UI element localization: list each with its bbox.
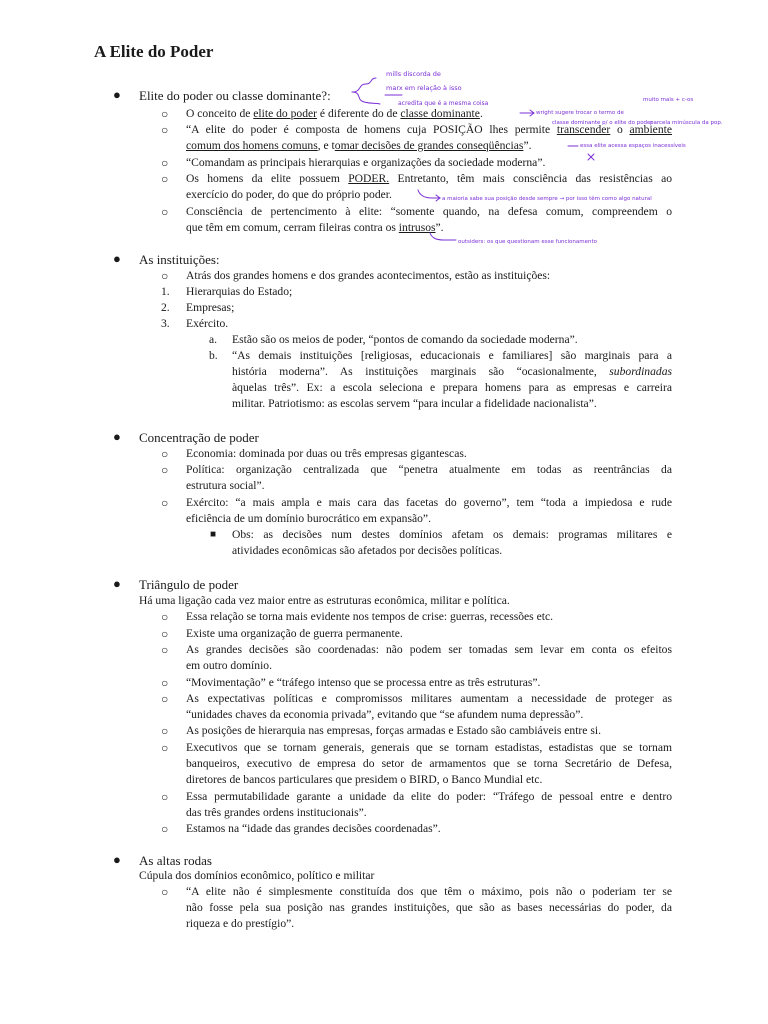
list-item: “Movimentação” e “tráfego intenso que se processa entre as três estruturas”. — [186, 676, 541, 689]
bullet-circle: ○ — [161, 790, 169, 804]
list-item: As grandes decisões são coordenadas: não podem ser tomadas sem levar em conta os efeitos — [186, 643, 672, 656]
bullet-disc: ● — [113, 251, 121, 266]
bullet-square: ■ — [210, 529, 217, 540]
annotation-note: a maioria sabe sua posição desde sempre → por isso têm como algo natural — [442, 196, 652, 202]
bullet-circle: ○ — [161, 123, 169, 137]
list-item: Consciência de pertencimento à elite: “somente quando, na defesa comum, compreendem o — [186, 205, 672, 218]
bullet-circle: ○ — [161, 205, 169, 219]
list-item: “A elite do poder é composta de homens cuja POSIÇÃO lhes permite transcender o ambiente — [186, 123, 672, 136]
annotation-note: marx em relação à isso — [386, 84, 462, 92]
list-item: As posições de hierarquia nas empresas, forças armadas e Estado são cambiáveis entre si. — [186, 724, 601, 737]
list-item: “A elite não é simplesmente constituída dos que têm o máximo, pois não o poderiam ter se — [186, 885, 672, 898]
bullet-circle: ○ — [161, 610, 169, 624]
page-title: A Elite do Poder — [94, 42, 214, 61]
list-item-cont: comum dos homens comuns, e tomar decisões de grandes conseqüências”. — [186, 139, 532, 152]
bullet-circle: ○ — [161, 107, 169, 121]
annotation-note: essa elite acessa espaços inacessíveis — [580, 143, 686, 149]
list-item-cont: militar. Patriotismo: as escolas servem “para incular a fidelidade nacionalista”. — [232, 397, 597, 410]
list-number: 2. — [161, 301, 170, 314]
annotation-arrow — [418, 190, 440, 198]
bullet-circle: ○ — [161, 447, 169, 461]
bullet-circle: ○ — [161, 463, 169, 477]
bullet-circle: ○ — [161, 741, 169, 755]
bullet-circle: ○ — [161, 643, 169, 657]
list-item-cont: diretores de bancos particulares que presidem o BIRD, o Banco Mundial etc. — [186, 773, 543, 786]
list-item-cont: estrutura social”. — [186, 479, 265, 492]
bullet-disc: ● — [113, 429, 121, 444]
annotation-note: muito mais + c-os — [643, 97, 694, 103]
list-letter: a. — [209, 333, 218, 346]
bullet-circle: ○ — [161, 822, 169, 836]
list-item-cont: em outro domínio. — [186, 659, 272, 672]
annotation-note: parcela minúscula da pop. — [650, 120, 723, 126]
list-item: “As demais instituições [religiosas, educacionais e familiares] são marginais para a — [232, 349, 672, 362]
list-item: O conceito de elite do poder é diferente do de classe dominante. — [186, 107, 483, 120]
section-heading-concentracao: Concentração de poder — [139, 430, 259, 445]
annotation-note: outsiders: os que questionam esse funcionamento — [458, 239, 598, 245]
bullet-circle: ○ — [161, 676, 169, 690]
list-item: Exército. — [186, 317, 229, 330]
annotation-note: wright sugere trocar o termo de — [536, 110, 624, 116]
list-item-cont: banqueiros, executivo de empresa do setor de armamentos que se torna Secretário de Defesa, — [186, 757, 672, 770]
annotation-note: classe dominante p/ o elite do poder — [552, 120, 653, 126]
list-item-cont: que têm em comum, cerram fileiras contra os intrusos”. — [186, 221, 444, 234]
list-item-cont: riqueza e do prestígio”. — [186, 917, 295, 930]
annotation-arrow — [530, 110, 534, 116]
list-item: “Comandam as principais hierarquias e organizações da sociedade moderna”. — [186, 156, 546, 169]
bullet-disc: ● — [113, 87, 121, 102]
list-number: 3. — [161, 317, 170, 330]
bullet-circle: ○ — [161, 724, 169, 738]
section-heading-elite: Elite do poder ou classe dominante?: — [139, 88, 331, 103]
list-item-cont: não fosse pela sua posição nas grandes instituições, que são as bases necessárias do poder, da — [186, 901, 672, 914]
list-item-cont: exercício do poder, do que do próprio poder. — [186, 188, 392, 201]
list-item: Essa permutabilidade garante a unidade da elite do poder: “Tráfego de pessoal entre e dentro — [186, 790, 672, 803]
section-heading-instituicoes: As instituições: — [139, 252, 220, 267]
annotation-note: mills discorda de — [386, 70, 441, 78]
list-letter: b. — [209, 349, 218, 362]
list-item-cont: história moderna”. As instituições marginais são “ocasionalmente, subordinadas — [232, 365, 672, 378]
list-item: Obs: as decisões num destes domínios afetam os demais: programas militares e — [232, 528, 672, 541]
annotation-brace — [352, 78, 376, 92]
bullet-disc: ● — [113, 576, 121, 591]
list-item: Os homens da elite possuem PODER. Entretanto, têm mais consciência das resistências ao — [186, 172, 673, 185]
annotation-brace — [352, 92, 380, 104]
list-item: Existe uma organização de guerra permanente. — [186, 627, 403, 640]
section-heading-altas-rodas: As altas rodas — [139, 853, 212, 868]
list-item: Hierarquias do Estado; — [186, 285, 293, 298]
list-item: Empresas; — [186, 301, 235, 314]
list-item: Exército: “a mais ampla e mais cara das facetas do governo”, tem “toda a impiedosa e rude — [186, 496, 672, 509]
bullet-circle: ○ — [161, 269, 169, 283]
bullet-circle: ○ — [161, 496, 169, 510]
list-item-cont: das três grandes ordens institucionais”. — [186, 806, 367, 819]
bullet-disc: ● — [113, 852, 121, 867]
list-item: Essa relação se torna mais evidente nos tempos de crise: guerras, recessões etc. — [186, 610, 553, 623]
list-number: 1. — [161, 285, 170, 298]
bullet-circle: ○ — [161, 885, 169, 899]
annotation-note: acredita que é a mesma coisa — [398, 100, 489, 107]
bullet-circle: ○ — [161, 172, 169, 186]
list-item: Executivos que se tornam generais, generais que se tornam estadistas, estadistas que se tornam — [186, 741, 672, 754]
list-item-cont: atividades econômicas são afetados por decisões políticas. — [232, 544, 503, 557]
section-heading-triangulo: Triângulo de poder — [139, 577, 239, 592]
bullet-circle: ○ — [161, 627, 169, 641]
list-item: Atrás dos grandes homens e dos grandes acontecimentos, estão as instituições: — [186, 269, 551, 282]
list-item: Estamos na “idade das grandes decisões coordenadas”. — [186, 822, 441, 835]
list-item-cont: àquelas três”. Ex: a escola seleciona e prepara homens para as empresas e carreira — [232, 381, 672, 394]
paragraph: Cúpula dos domínios econômico, político e militar — [139, 869, 375, 882]
annotation-arrow — [436, 195, 440, 201]
paragraph: Há uma ligação cada vez maior entre as estruturas econômica, militar e política. — [139, 594, 510, 607]
annotation-mark — [588, 154, 594, 160]
list-item-cont: “unidades chaves da economia privada”, evitando que “se afundem numa depressão”. — [186, 708, 584, 721]
bullet-circle: ○ — [161, 692, 169, 706]
list-item: Estão são os meios de poder, “pontos de comando da sociedade moderna”. — [232, 333, 578, 346]
bullet-circle: ○ — [161, 156, 169, 170]
list-item-cont: eficiência de um domínio burocrático em expansão”. — [186, 512, 431, 525]
list-item: Política: organização centralizada que “penetra atualmente em todas as reentrâncias da — [186, 463, 672, 476]
list-item: As expectativas políticas e compromissos militares aumentam a necessidade de proteger as — [186, 692, 672, 705]
list-item: Economia: dominada por duas ou três empresas gigantescas. — [186, 447, 467, 460]
